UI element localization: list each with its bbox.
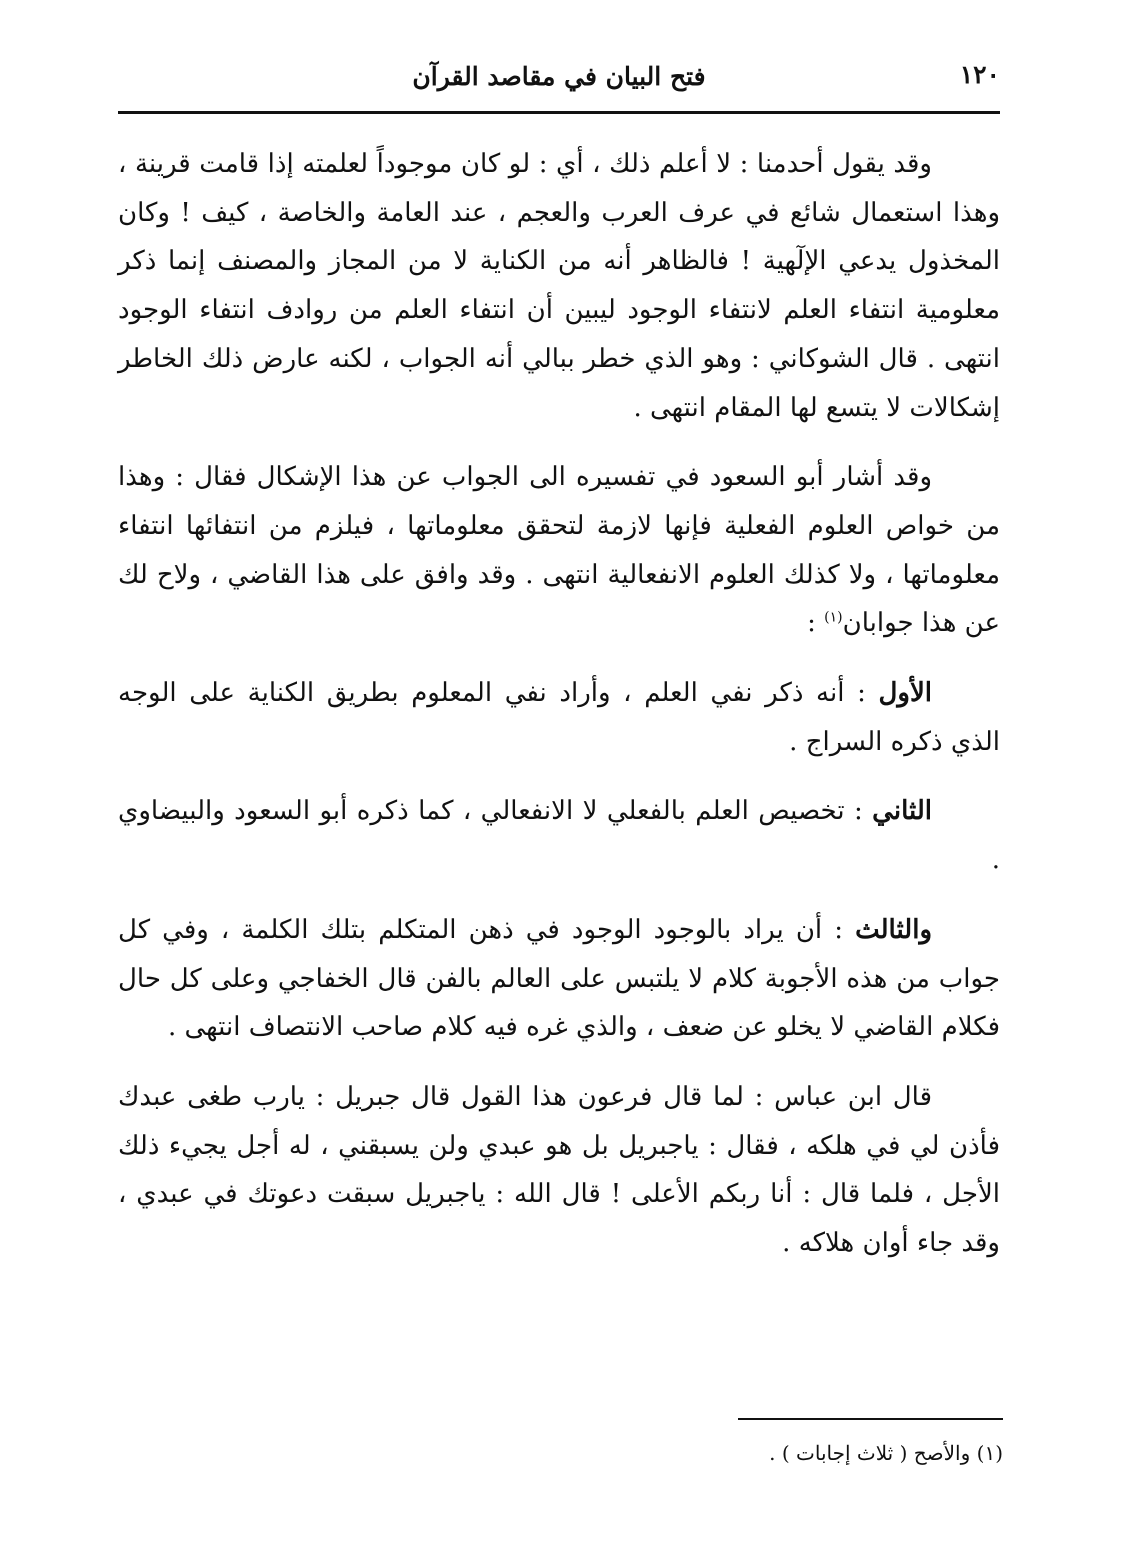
paragraph-2 <box>118 453 1000 648</box>
running-title: فتح البيان في مقاصد القرآن <box>412 62 706 91</box>
paragraph-text: : أنه ذكر نفي العلم ، وأراد نفي المعلوم بطريق الكناية على الوجه الذي ذكره السراج . <box>118 678 1000 757</box>
paragraph-text: وقد يقول أحدمنا : لا أعلم ذلك ، أي : لو كان موجوداً لعلمته إذا قامت قرينة ، وهذا استعمال شائع في عرف العرب والعجم ، عند العامة والخاصة ، كيف ! وكان المخذول يدعي الإلٓهية ! فالظاهر أنه من الكناية لا من المجاز والمصنف إنما ذكر معلومية انتفاء العلم لانتفاء الوجود ليبين أن انتفاء العلم من روادف انتفاء الوجود انتهى . قال الشوكاني : وهو الذي خطر ببالي أنه الجواب ، لكنه عارض ذلك الخاطر إشكالات لا يتسع لها المقام انتهى . <box>118 149 1000 423</box>
page-number: ١٢٠ <box>959 60 1000 89</box>
page-header <box>118 56 1000 114</box>
paragraph-6 <box>118 1073 1000 1268</box>
paragraph-lead: الثاني <box>872 796 932 827</box>
paragraph-4 <box>118 787 1000 884</box>
paragraph-1 <box>118 140 1000 432</box>
footnote-marker[interactable]: (١) <box>824 609 843 626</box>
paragraph-lead: الأول <box>878 678 932 709</box>
paragraph-text-tail: : <box>807 608 825 639</box>
paragraph-3 <box>118 669 1000 766</box>
paragraph-lead: والثالث <box>855 914 932 945</box>
paragraph-text: : تخصيص العلم بالفعلي لا الانفعالي ، كما ذكره أبو السعود والبيضاوي . <box>118 796 1000 876</box>
main-text <box>118 140 1000 1289</box>
footnote-rule <box>738 1418 1003 1420</box>
header-rule <box>118 111 1000 114</box>
paragraph-text: وقد أشار أبو السعود في تفسيره الى الجواب عن هذا الإشكال فقال : وهذا من خواص العلوم الفعلية فإنها لازمة لتحقق معلوماتها ، فيلزم من انتفائها انتفاء معلوماتها ، ولا كذلك العلوم الانفعالية انتهى . وقد وافق على هذا القاضي ، ولاح لك عن هذا جوابان <box>118 462 1000 639</box>
paragraph-text: قال ابن عباس : لما قال فرعون هذا القول قال جبريل : يارب طغى عبدك فأذن لي في هلكه ، فقال : ياجبريل بل هو عبدي ولن يسبقني ، له أجل يجيء ذلك الأجل ، فلما قال : أنا ربكم الأعلى ! قال الله : ياجبريل سبقت دعوتك في عبدي ، وقد جاء أوان هلاكه . <box>118 1081 1000 1259</box>
paragraph-text: : أن يراد بالوجود الوجود في ذهن المتكلم بتلك الكلمة ، وفي كل جواب من هذه الأجوبة كلام لا يلتبس على العالم بالفن قال الخفاجي وعلى كل حال فكلام القاضي لا يخلو عن ضعف ، والذي غره فيه كلام صاحب الانتصاف انتهى . <box>118 914 1000 1043</box>
footnote: (١) والأصح ( ثلاث إجابات ) . <box>769 1441 1003 1465</box>
paragraph-5 <box>118 906 1000 1052</box>
